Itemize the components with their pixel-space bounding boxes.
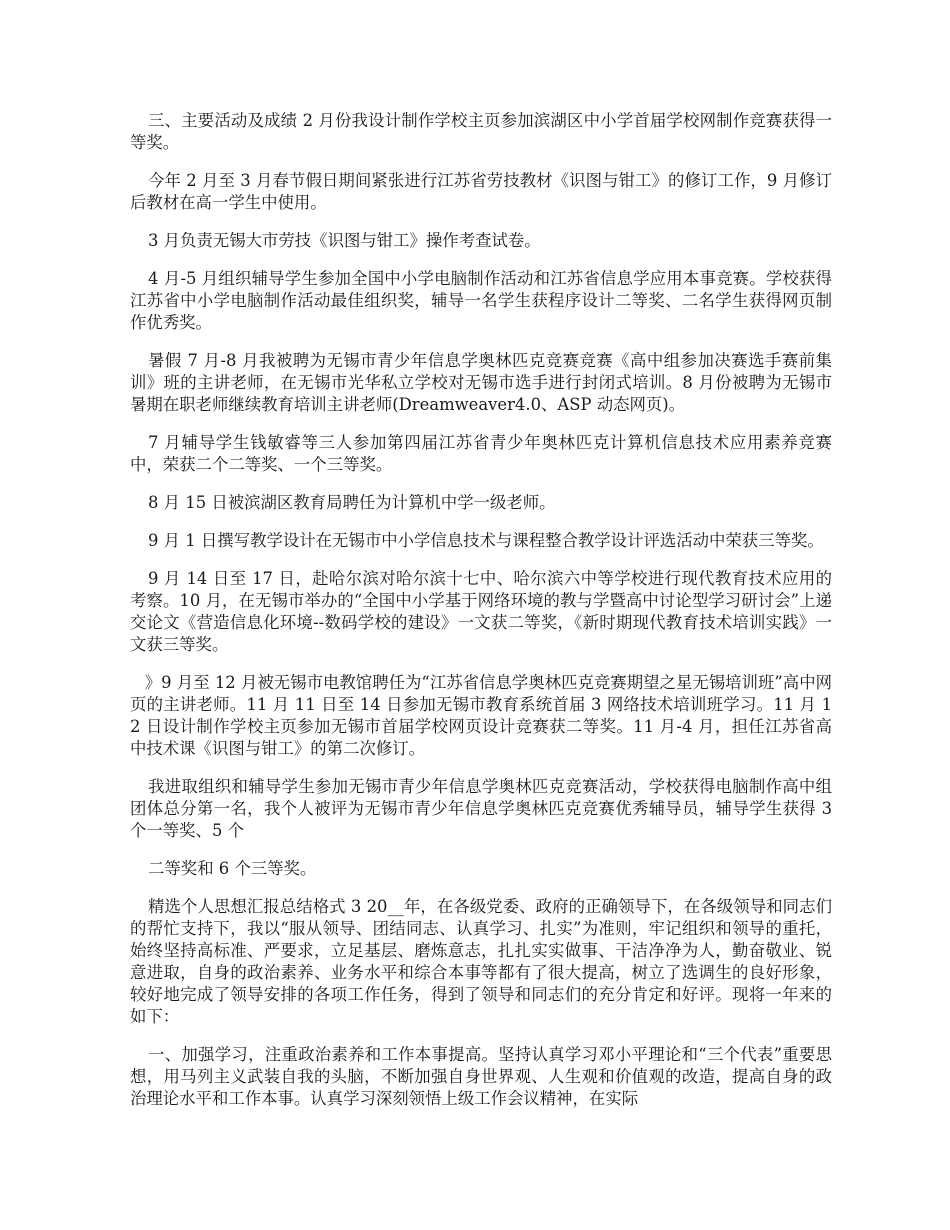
paragraph-strengthen-learning: 一、加强学习，注重政治素养和工作本事提高。坚持认真学习邓小平理论和“三个代表”重要思想，用马列主义武装自我的头脑，不断加强自身世界观、人生观和价值观的改造，提高自身的政治理论水平和工作本事。认真学习深刻领悟上级工作会议精神，在实际 (130, 1045, 832, 1108)
paragraph-harbin-visit: 9 月 14 日至 17 日，赴哈尔滨对哈尔滨十七中、哈尔滨六中等学校进行现代教育技术应用的考察。10 月，在无锡市举办的“全国中小学基于网络环境的教与学暨高中讨论型学习研讨会”上递交论文《营造信息化环境--数码学校的建设》一文获二等奖，《新时期现代教育技术培训实践》一文获三等奖。 (130, 569, 832, 654)
paragraph-training-class: 》9 月至 12 月被无锡市电教馆聘任为“江苏省信息学奥林匹克竞赛期望之星无锡培训班”高中网页的主讲老师。11 月 11 日至 14 日参加无锡市教育系统首届 3 网络技术培训班学习。11 月 12 日设计制作学校主页参加无锡市首届学校网页设计竞赛获二等奖。11 月-4 月，担任江苏省高中技术课《识图与钳工》的第二次修订。 (130, 673, 832, 758)
paragraph-teaching-design: 9 月 1 日撰写教学设计在无锡市中小学信息技术与课程整合教学设计评选活动中荣获三等奖。 (148, 531, 824, 550)
paragraph-summer-training: 暑假 7 月-8 月我被聘为无锡市青少年信息学奥林匹克竞赛竞赛《高中组参加决赛选手赛前集训》班的主讲老师，在无锡市光华私立学校对无锡市选手进行封闭式培训。8 月份被聘为无锡市暑期在职老师继续教育培训主讲老师(Dreamweaver4.0、ASP 动态网页)。 (130, 351, 832, 414)
paragraph-computer-competition: 4 月-5 月组织辅导学生参加全国中小学电脑制作活动和江苏省信息学应用本事竞赛。学校获得江苏省中小学电脑制作活动最佳组织奖，辅导一名学生获程序设计二等奖、二名学生获得网页制作优秀奖。 (130, 269, 833, 332)
paragraph-coaching-results: 我进取组织和辅导学生参加无锡市青少年信息学奥林匹克竞赛活动，学校获得电脑制作高中组团体总分第一名，我个人被评为无锡市青少年信息学奥林匹克竞赛优秀辅导员，辅导学生获得 3 个一等奖、5 个 (130, 777, 832, 840)
paragraph-summary-intro: 精选个人思想汇报总结格式 3 20__年，在各级党委、政府的正确领导下，在各级领导和同志们的帮忙支持下，我以“服从领导、团结同志、认真学习、扎实”为准则，牢记组织和领导的重托，始终坚持高标准、严要求，立足基层、磨炼意志，扎扎实实做事、干洁净净为人，勤奋敬业、锐意进取，自身的政治素养、业务水平和综合本事等都有了很大提高，树立了选调生的良好形象，较好地完成了领导安排的各项工作任务，得到了领导和同志们的充分肯定和好评。现将一年来的如下： (130, 897, 832, 1026)
paragraph-textbook-revision: 今年 2 月至 3 月春节假日期间紧张进行江苏省劳技教材《识图与钳工》的修订工作，9 月修订后教材在高一学生中使用。 (130, 171, 832, 212)
paragraph-award-continuation: 二等奖和 6 个三等奖。 (148, 859, 317, 878)
paragraph-activities-intro: 三、主要活动及成绩 2 月份我设计制作学校主页参加滨湖区中小学首届学校网制作竞赛获得一等奖。 (130, 111, 832, 152)
paragraph-teacher-appointment: 8 月 15 日被滨湖区教育局聘任为计算机中学一级老师。 (148, 493, 556, 512)
paragraph-exam-paper: 3 月负责无锡大市劳技《识图与钳工》操作考查试卷。 (148, 231, 541, 250)
paragraph-olympiad-awards: 7 月辅导学生钱敏睿等三人参加第四届江苏省青少年奥林匹克计算机信息技术应用素养竞赛中，荣获二个二等奖、一个三等奖。 (130, 433, 832, 474)
